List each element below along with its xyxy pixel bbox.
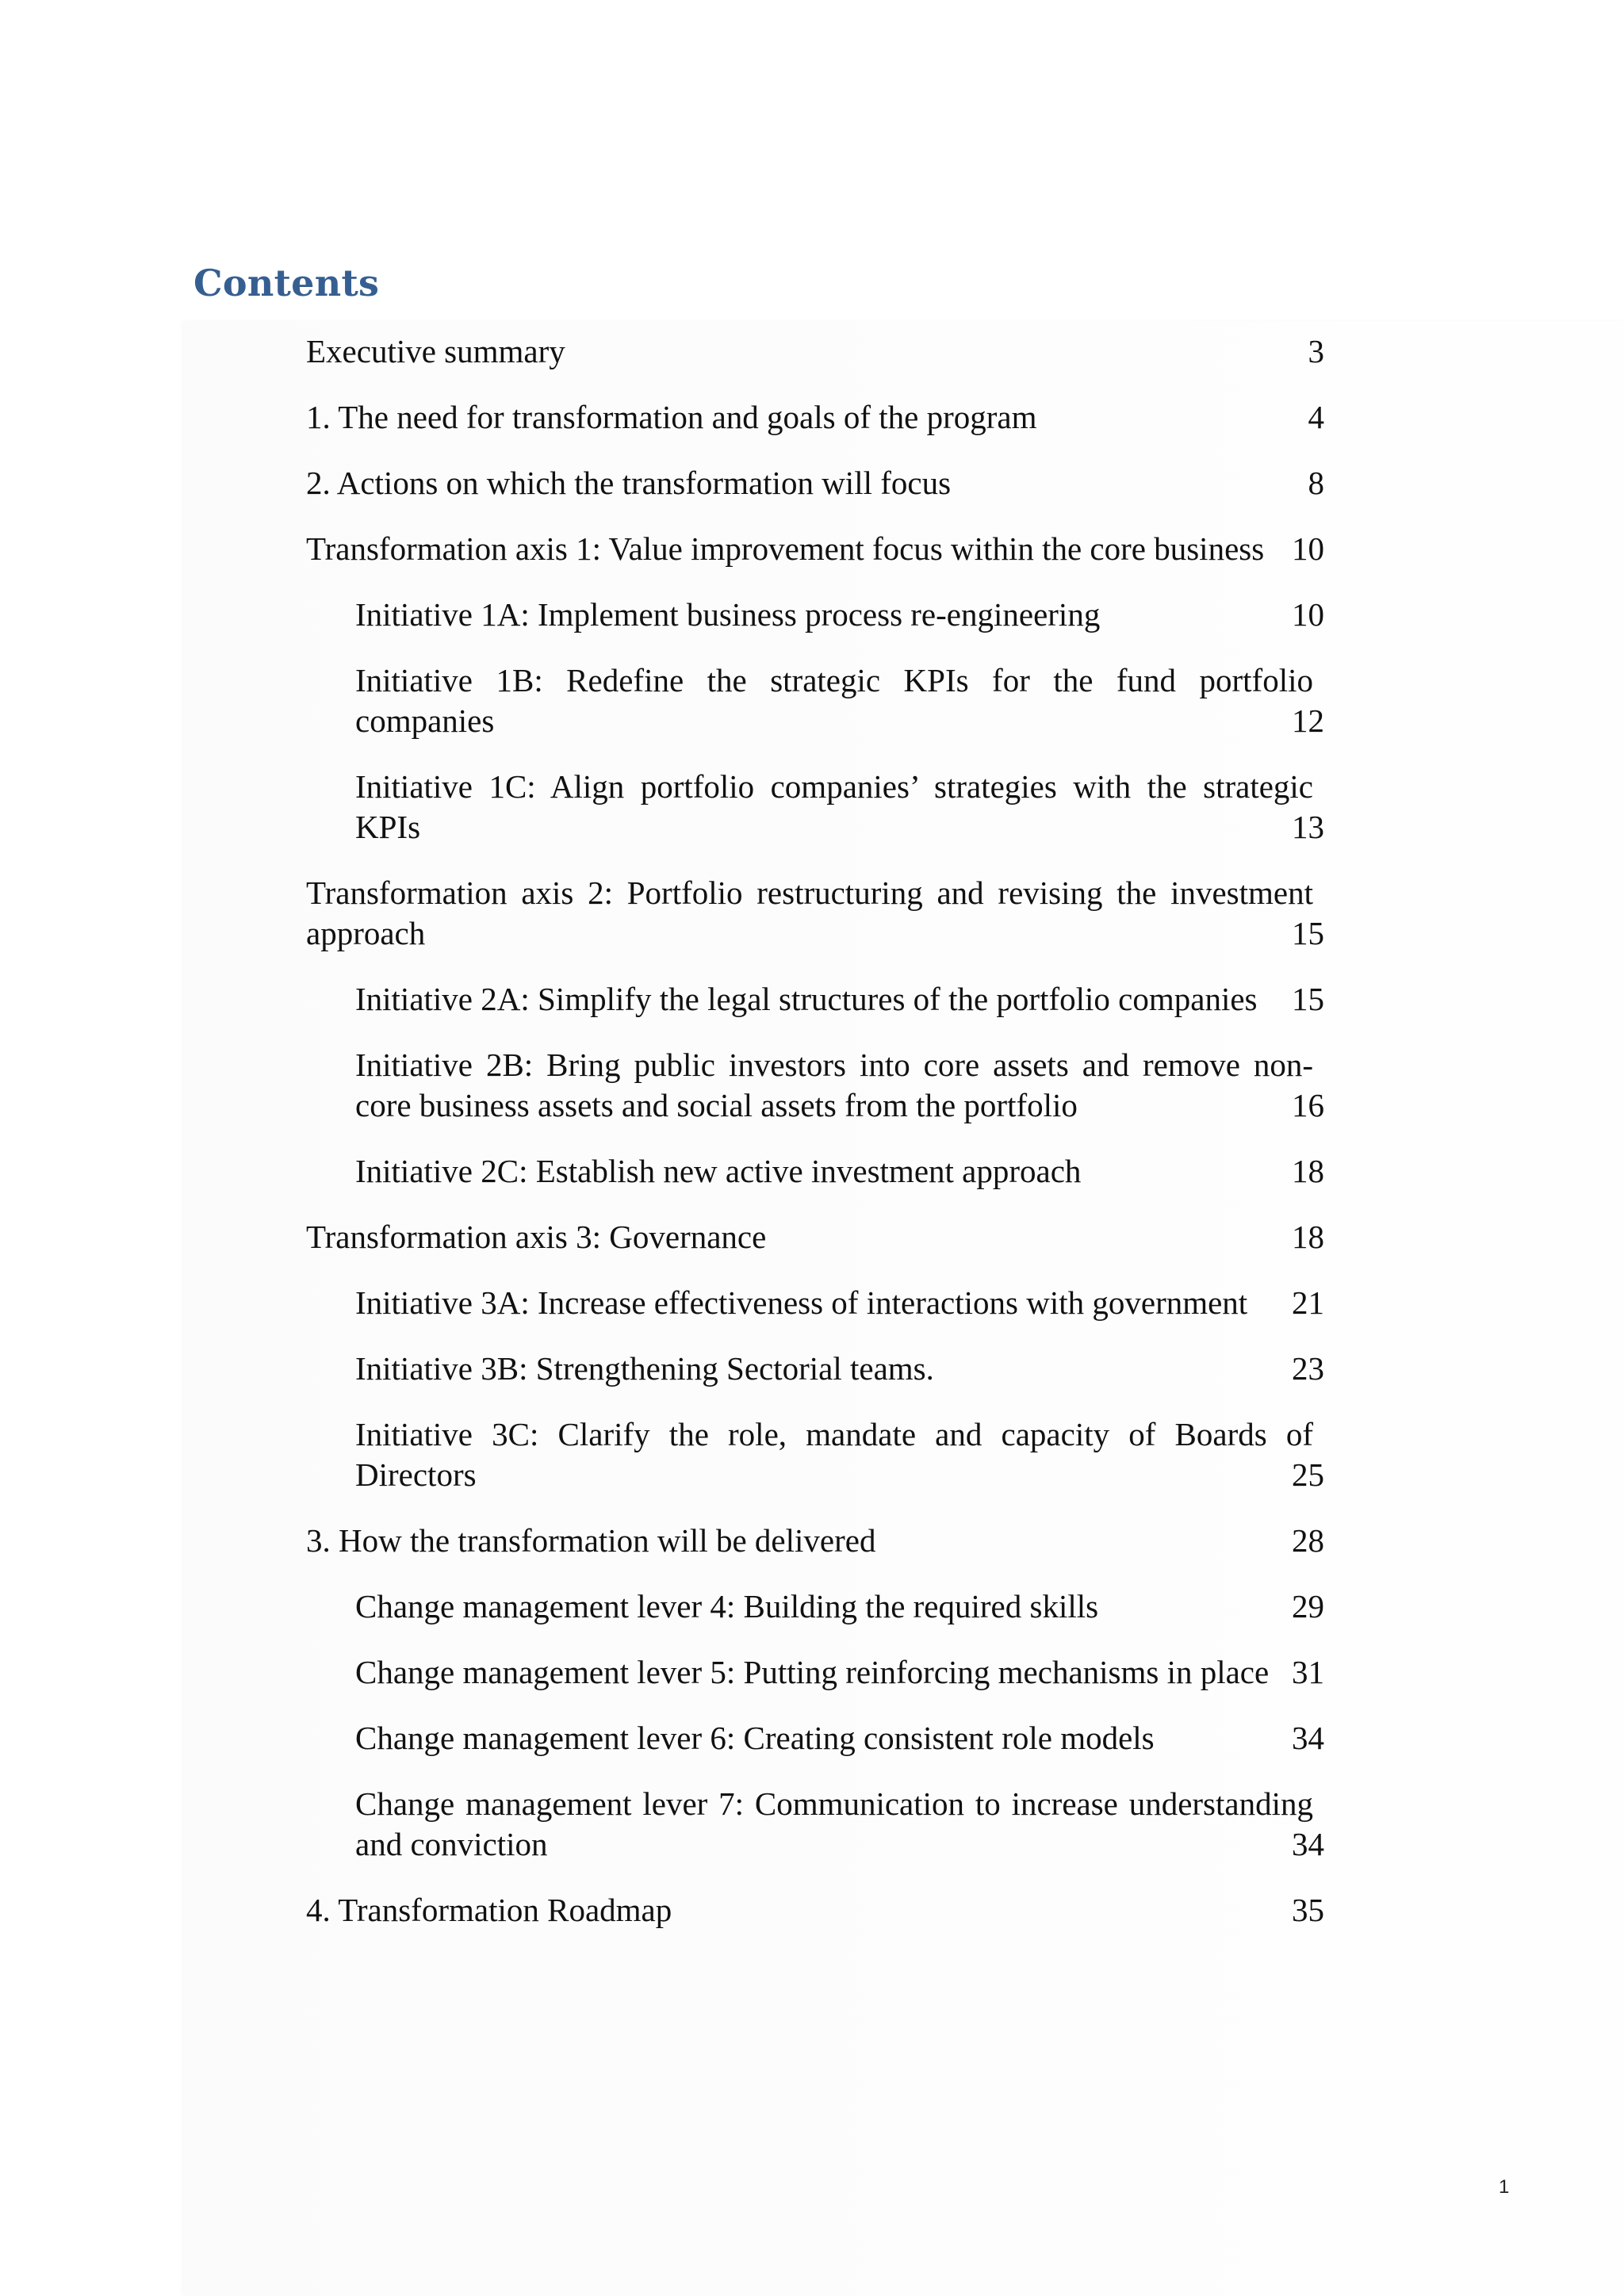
toc-entry-page: 8	[1308, 465, 1324, 501]
toc-entry-page: 15	[1292, 981, 1324, 1017]
toc-entry-text: Initiative 2C: Establish new active investment approach	[355, 1153, 1082, 1189]
toc-entry-page: 31	[1292, 1654, 1324, 1690]
toc-entry-page: 15	[1292, 915, 1324, 951]
toc-entry-page: 29	[1292, 1588, 1324, 1624]
toc-entry-text: 1. The need for transformation and goals of the program	[306, 399, 1037, 435]
toc-entry-text: Initiative 1A: Implement business process re-engineering	[355, 596, 1101, 633]
toc-entry-text: Transformation axis 2: Portfolio restructuring and revising the investment approach	[306, 874, 1313, 951]
toc-entry-text: Initiative 1B: Redefine the strategic KPIs for the fund portfolio companies	[355, 662, 1313, 739]
toc-entry-page: 12	[1292, 702, 1324, 739]
toc-entry-text: Initiative 3A: Increase effectiveness of interactions with government	[355, 1284, 1248, 1321]
toc-entry[interactable]	[306, 331, 1324, 372]
toc-entry[interactable]	[355, 1349, 1324, 1389]
toc-heading: Contents	[193, 262, 380, 304]
toc-entry-text: Initiative 2B: Bring public investors into core assets and remove non-core business assets and social assets from the portfolio	[355, 1047, 1313, 1123]
toc-entry[interactable]	[355, 595, 1324, 635]
toc-entry-page: 13	[1292, 809, 1324, 845]
toc-entry-text: Initiative 2A: Simplify the legal structures of the portfolio companies	[355, 981, 1258, 1017]
toc-entry[interactable]	[355, 1652, 1324, 1693]
toc-entry[interactable]	[306, 873, 1324, 954]
toc-entry[interactable]	[306, 529, 1324, 569]
toc-entry-text: Initiative 3B: Strengthening Sectorial teams.	[355, 1350, 934, 1387]
toc-entry-text: Initiative 1C: Align portfolio companies’ strategies with the strategic KPIs	[355, 768, 1313, 845]
toc-entry[interactable]	[355, 1414, 1324, 1495]
toc-entry[interactable]	[306, 397, 1324, 438]
toc-entry[interactable]	[306, 1890, 1324, 1931]
toc-entry[interactable]	[306, 463, 1324, 503]
toc-entry-text: Change management lever 6: Creating consistent role models	[355, 1720, 1155, 1756]
toc-entry[interactable]	[355, 1045, 1324, 1126]
toc-entry-text: Transformation axis 1: Value improvement focus within the core business	[306, 530, 1265, 567]
page-number: 1	[1499, 2176, 1510, 2198]
toc-entry[interactable]	[355, 979, 1324, 1020]
toc-entry-page: 28	[1292, 1522, 1324, 1559]
toc-entry-text: Transformation axis 3: Governance	[306, 1219, 767, 1255]
toc-entry-page: 3	[1308, 333, 1324, 369]
toc-entry-page: 34	[1292, 1826, 1324, 1862]
toc-entry-text: 4. Transformation Roadmap	[306, 1892, 672, 1928]
toc-entry-text: 2. Actions on which the transformation will focus	[306, 465, 952, 501]
toc-entry-page: 18	[1292, 1219, 1324, 1255]
toc-entry-page: 10	[1292, 530, 1324, 567]
toc-entry[interactable]	[355, 1718, 1324, 1758]
toc-entry-text: Executive summary	[306, 333, 565, 369]
toc-entry-text: 3. How the transformation will be delivered	[306, 1522, 876, 1559]
toc-entry-text: Initiative 3C: Clarify the role, mandate and capacity of Boards of Directors	[355, 1416, 1313, 1493]
toc-entry[interactable]	[306, 1217, 1324, 1257]
toc-entry-page: 34	[1292, 1720, 1324, 1756]
toc-entry[interactable]	[355, 1151, 1324, 1192]
table-of-contents	[306, 331, 1324, 1956]
toc-entry[interactable]	[355, 1586, 1324, 1627]
toc-entry-page: 25	[1292, 1456, 1324, 1493]
toc-entry-text: Change management lever 7: Communication to increase understanding and conviction	[355, 1785, 1313, 1862]
toc-entry-page: 35	[1292, 1892, 1324, 1928]
toc-entry[interactable]	[306, 1521, 1324, 1561]
toc-entry-page: 4	[1308, 399, 1324, 435]
toc-entry-page: 21	[1292, 1284, 1324, 1321]
toc-entry-text: Change management lever 4: Building the required skills	[355, 1588, 1099, 1624]
toc-entry[interactable]	[355, 1283, 1324, 1323]
toc-entry[interactable]	[355, 660, 1324, 741]
toc-entry-text: Change management lever 5: Putting reinforcing mechanisms in place	[355, 1654, 1270, 1690]
toc-entry[interactable]	[355, 767, 1324, 848]
toc-entry[interactable]	[355, 1784, 1324, 1865]
toc-entry-page: 16	[1292, 1087, 1324, 1123]
toc-entry-page: 18	[1292, 1153, 1324, 1189]
toc-entry-page: 23	[1292, 1350, 1324, 1387]
toc-entry-page: 10	[1292, 596, 1324, 633]
